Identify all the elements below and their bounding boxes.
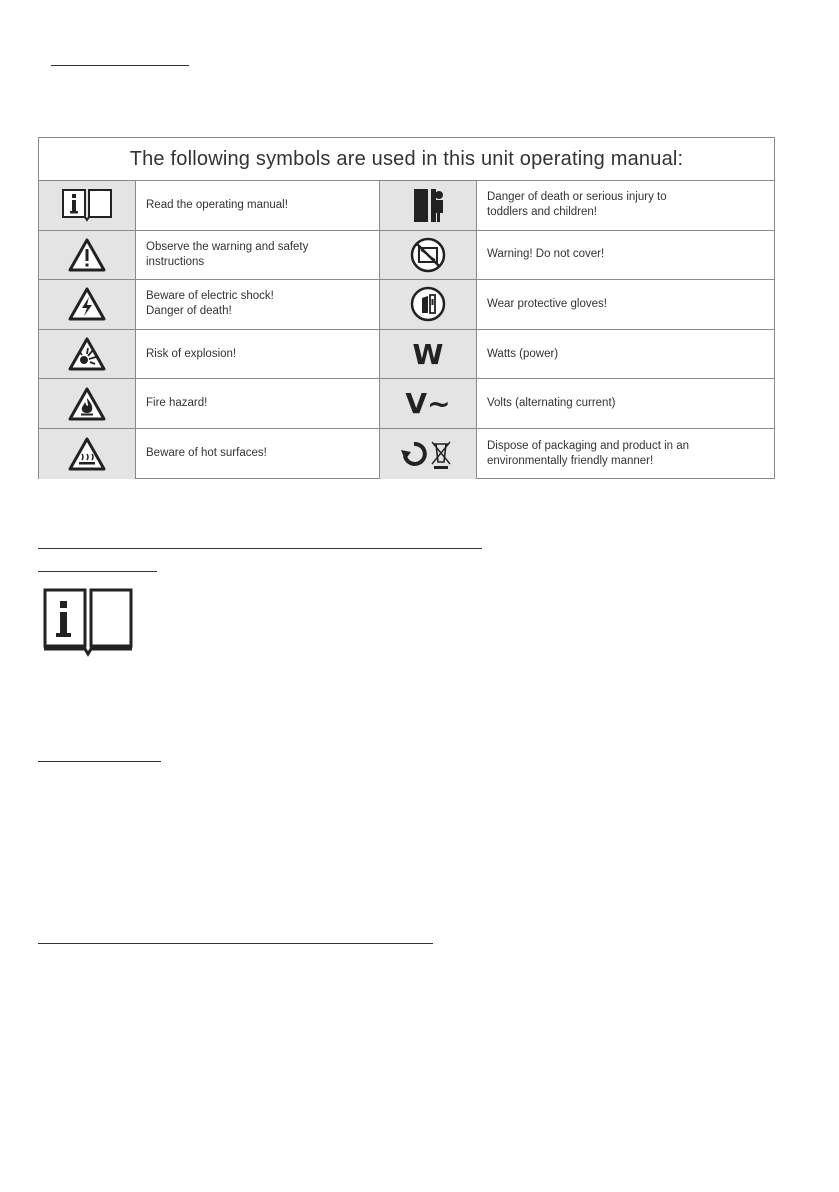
symbol-description: Danger of death or serious injury to toddlers and children! bbox=[487, 191, 667, 219]
heading-rule-5 bbox=[38, 943, 433, 944]
do-not-cover-icon bbox=[380, 231, 477, 280]
info-book-icon bbox=[39, 181, 136, 230]
info-book-icon bbox=[42, 587, 134, 662]
protective-gloves-icon bbox=[380, 280, 477, 329]
child-danger-icon bbox=[380, 181, 477, 230]
table-row bbox=[39, 181, 774, 231]
table-row bbox=[39, 280, 774, 330]
fire-hazard-icon bbox=[39, 379, 136, 428]
symbol-description: Fire hazard! bbox=[136, 379, 380, 428]
heading-rule-3 bbox=[38, 571, 157, 572]
table-row bbox=[39, 330, 774, 380]
symbol-description: Warning! Do not cover! bbox=[487, 248, 605, 261]
table-row bbox=[39, 231, 774, 281]
symbol-description: Beware of electric shock! Danger of death! bbox=[136, 280, 380, 329]
watts-icon bbox=[380, 330, 477, 379]
symbol-description: Read the operating manual! bbox=[136, 181, 380, 230]
table-row bbox=[39, 379, 774, 429]
warning-triangle-icon bbox=[39, 231, 136, 280]
symbol-description: Volts (alternating current) bbox=[487, 397, 616, 410]
symbol-description: Dispose of packaging and product in an environmentally friendly manner! bbox=[487, 439, 690, 467]
volts-symbol: V~ bbox=[405, 387, 451, 421]
watts-symbol: W bbox=[412, 337, 444, 371]
recycling-disposal-icon bbox=[380, 429, 477, 479]
symbol-description: Observe the warning and safety instructions bbox=[136, 231, 380, 280]
table-title: The following symbols are used in this unit operating manual: bbox=[39, 138, 774, 181]
heading-rule-1 bbox=[51, 65, 189, 66]
symbol-table bbox=[38, 137, 775, 479]
symbol-description: Beware of hot surfaces! bbox=[136, 429, 380, 479]
symbol-description: Wear protective gloves! bbox=[487, 297, 607, 310]
volts-ac-icon bbox=[380, 379, 477, 428]
symbol-description: Watts (power) bbox=[487, 347, 559, 360]
table-row bbox=[39, 429, 774, 479]
heading-rule-2 bbox=[38, 548, 482, 549]
electric-shock-icon bbox=[39, 280, 136, 329]
hot-surface-icon bbox=[39, 429, 136, 479]
symbol-description: Risk of explosion! bbox=[136, 330, 380, 379]
explosion-icon bbox=[39, 330, 136, 379]
heading-rule-4 bbox=[38, 761, 161, 762]
